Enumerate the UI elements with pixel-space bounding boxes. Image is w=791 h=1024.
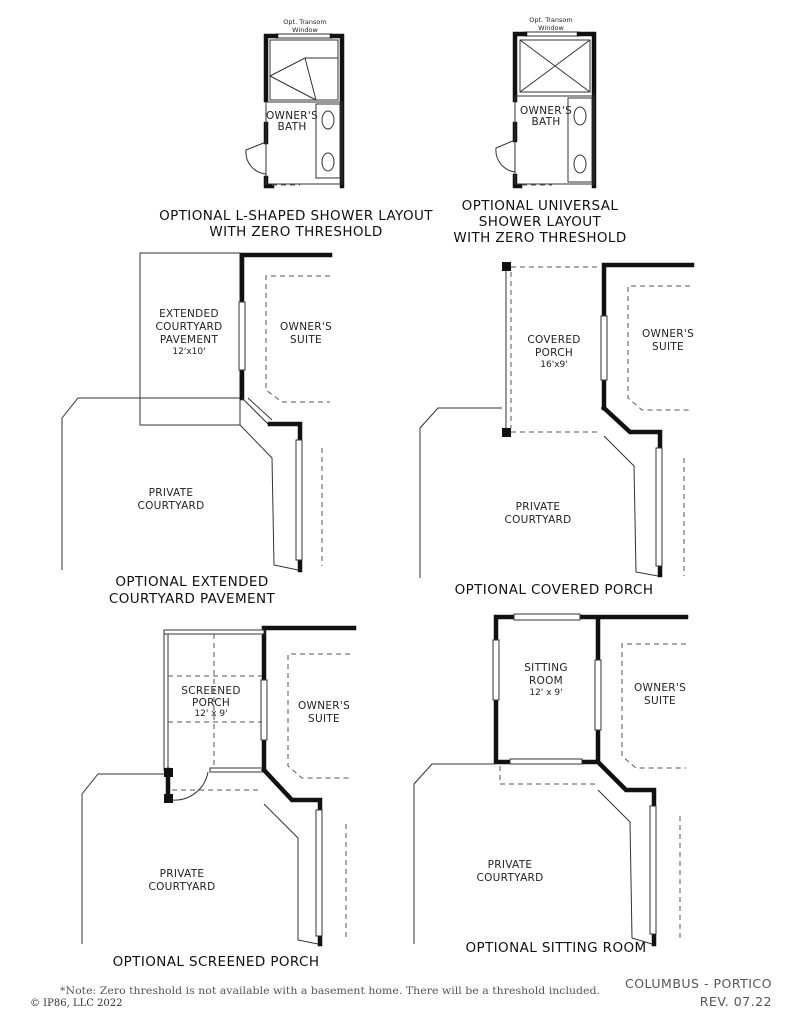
plan-covered-porch <box>420 262 694 598</box>
room-label-line2: BATH <box>531 116 561 128</box>
caption-line2: COURTYARD PAVEMENT <box>108 591 276 607</box>
suite-label-line2: SUITE <box>644 695 676 707</box>
suite-label-line1: OWNER'S <box>297 700 351 712</box>
suite-walls <box>264 628 354 770</box>
suite-label-line2: SUITE <box>308 713 340 725</box>
door-swing <box>496 140 515 172</box>
lower-window <box>316 810 322 936</box>
screen-top <box>164 630 264 634</box>
suite-side-window <box>261 680 267 740</box>
caption-line2: SHOWER LAYOUT <box>478 214 602 230</box>
room-label-line1: EXTENDED <box>159 308 219 320</box>
room-label-line2: BATH <box>277 121 307 133</box>
lower-wall <box>604 408 660 575</box>
left-window <box>493 640 499 700</box>
screen-left <box>164 634 168 770</box>
courtyard-outline <box>82 774 318 944</box>
caption-line1: OPTIONAL L-SHAPED SHOWER LAYOUT <box>159 208 433 224</box>
lower-window <box>296 440 302 560</box>
zero-threshold-note: *Note: Zero threshold is not available with a basement home. There will be a threshold included. <box>60 985 600 997</box>
courtyard-label-line1: PRIVATE <box>487 859 533 871</box>
courtyard-label-line1: PRIVATE <box>148 487 194 499</box>
plan-extended-courtyard <box>62 253 332 607</box>
plan-sitting-room <box>414 614 686 956</box>
lower-window <box>656 448 662 566</box>
room-label-line1: SCREENED <box>181 685 241 697</box>
courtyard-outline <box>62 398 298 570</box>
caption-line3: WITH ZERO THRESHOLD <box>453 230 627 246</box>
room-dimension: 12'x10' <box>172 347 206 357</box>
room-label-line2: PORCH <box>191 697 231 709</box>
courtyard-label-line2: COURTYARD <box>476 872 544 884</box>
caption-line1: OPTIONAL SITTING ROOM <box>465 940 647 956</box>
courtyard-outline <box>420 408 658 578</box>
suite-label-line1: OWNER'S <box>633 682 687 694</box>
lower-wall <box>598 762 654 944</box>
suite-label-line2: SUITE <box>290 334 322 346</box>
transom-label-line1: Opt. Transom <box>283 18 327 26</box>
top-window <box>514 614 580 620</box>
transom-window <box>276 34 332 38</box>
plan-universal-shower <box>453 16 626 246</box>
courtyard-label-line2: COURTYARD <box>148 881 216 893</box>
plan-l-shaped-shower <box>159 18 433 240</box>
transom-label-line1: Opt. Transom <box>529 16 573 24</box>
sink-lower <box>574 155 586 173</box>
suite-label-line2: SUITE <box>652 341 684 353</box>
room-label-line3: PAVEMENT <box>159 334 219 346</box>
transom-label-line2: Window <box>292 26 318 34</box>
room-label-line1: OWNER'S <box>265 110 319 122</box>
copyright: © IP86, LLC 2022 <box>30 998 123 1009</box>
plan-screened-porch <box>82 628 354 970</box>
room-label-line2: COURTYARD <box>155 321 223 333</box>
plan-name: COLUMBUS - PORTICO <box>624 976 772 991</box>
room-label-line1: SITTING <box>524 662 568 674</box>
suite-side-window <box>601 316 607 380</box>
post-bottom <box>502 428 511 437</box>
caption-line1: OPTIONAL EXTENDED <box>115 574 269 590</box>
courtyard-label-line2: COURTYARD <box>137 500 205 512</box>
suite-label-line1: OWNER'S <box>279 321 333 333</box>
lower-wall <box>264 770 320 944</box>
door-swing <box>246 142 266 174</box>
sink-lower <box>322 153 334 171</box>
room-label-line1: OWNER'S <box>519 105 573 117</box>
transom-window <box>525 32 579 36</box>
lower-window <box>650 806 656 934</box>
revision: REV. 07.22 <box>699 994 772 1009</box>
room-label-line2: ROOM <box>528 675 564 687</box>
courtyard-label-line1: PRIVATE <box>159 868 205 880</box>
caption-line1: OPTIONAL SCREENED PORCH <box>112 954 320 970</box>
right-window <box>595 660 601 730</box>
room-dimension: 12' x 9' <box>529 688 563 698</box>
shower-drain-lines <box>520 40 590 92</box>
l-shaped-shower <box>270 40 338 100</box>
footer <box>30 976 772 1009</box>
suite-label-line1: OWNER'S <box>641 328 695 340</box>
sink-upper <box>574 107 586 125</box>
caption-line1: OPTIONAL UNIVERSAL <box>461 198 619 214</box>
vanity-counter <box>316 104 340 178</box>
caption-line2: WITH ZERO THRESHOLD <box>209 224 383 240</box>
transom-label-line2: Window <box>538 24 564 32</box>
courtyard-label-line1: PRIVATE <box>515 501 561 513</box>
room-dimension: 12' x 9' <box>194 709 228 719</box>
courtyard-label-line2: COURTYARD <box>504 514 572 526</box>
courtyard-outline <box>414 764 652 944</box>
room-label-line2: PORCH <box>534 347 574 359</box>
sink-upper <box>322 111 334 129</box>
caption-line1: OPTIONAL COVERED PORCH <box>454 582 654 598</box>
screen-bottom <box>210 768 264 772</box>
room-label-line1: COVERED <box>527 334 581 346</box>
porch-door-swing <box>172 772 208 800</box>
post-top <box>502 262 511 271</box>
bottom-window <box>510 759 582 764</box>
room-dimension: 16'x9' <box>540 360 568 370</box>
suite-side-window <box>239 302 245 370</box>
